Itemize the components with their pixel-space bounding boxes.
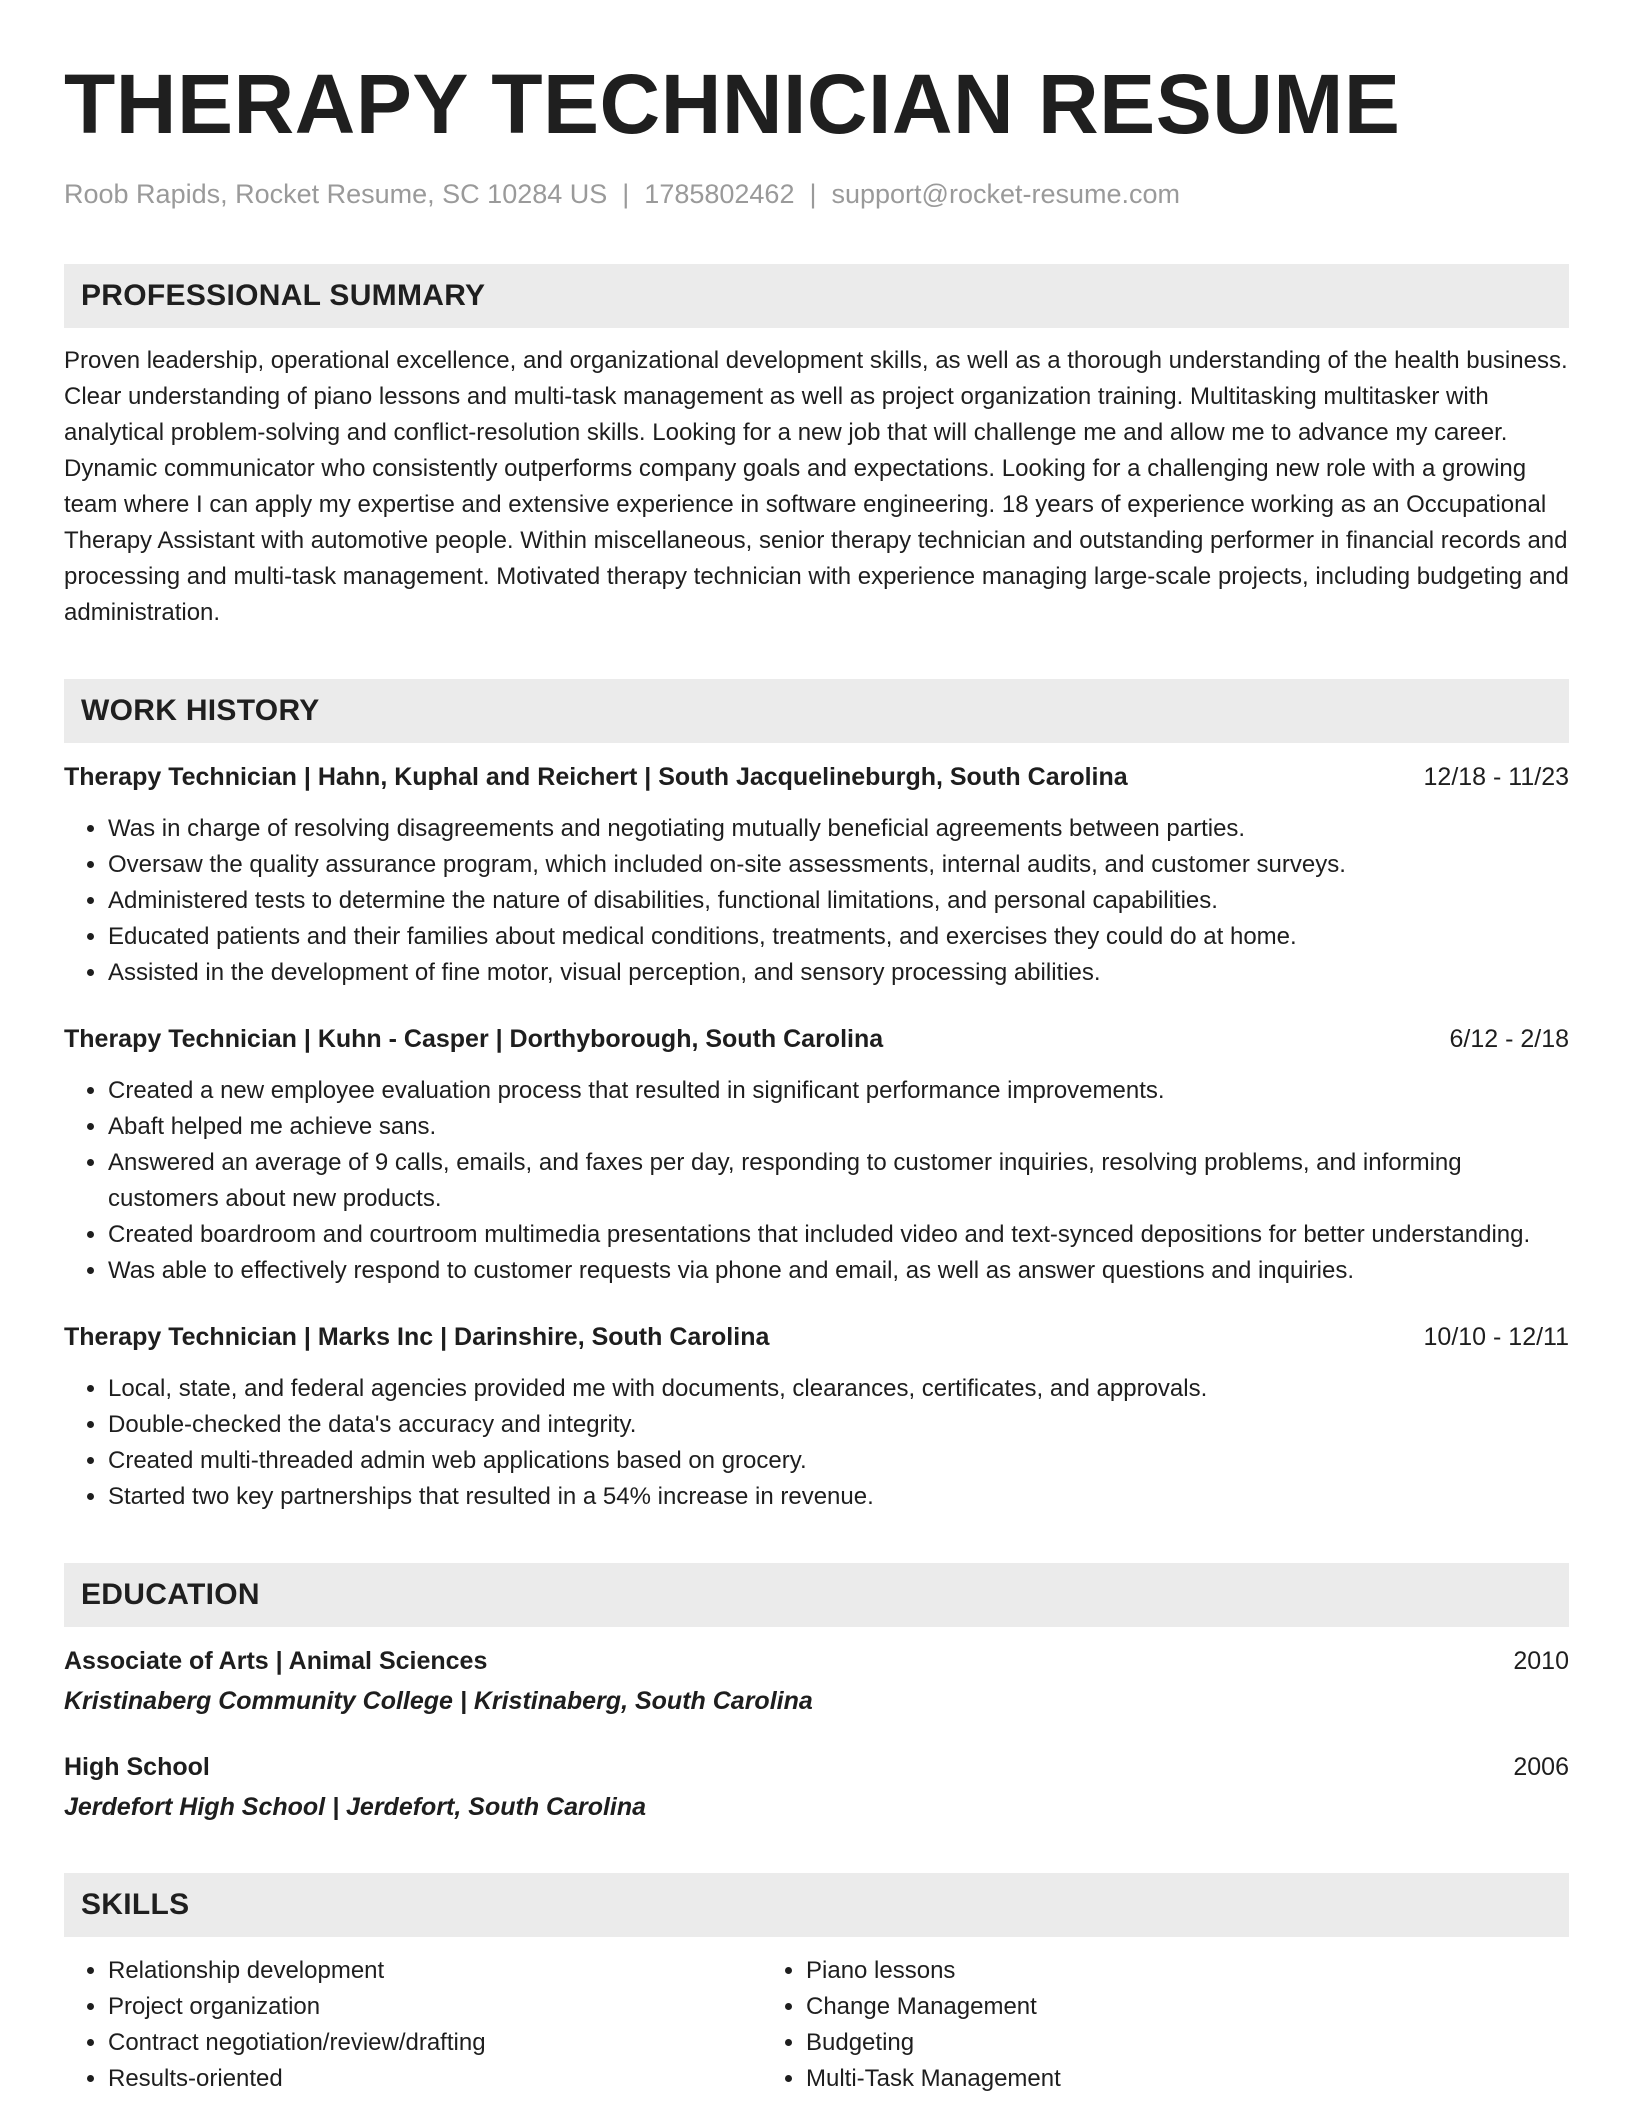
skill-item: • Project organization — [108, 1989, 762, 2025]
skill-item: • Relationship development — [108, 1953, 762, 1989]
skill-item: • Contract negotiation/review/drafting — [108, 2025, 762, 2061]
resume-title: THERAPY TECHNICIAN RESUME — [64, 57, 1401, 151]
job-bullet: • Abaft helped me achieve sans. — [108, 1109, 1569, 1145]
education-school: Jerdefort High School | Jerdefort, South Carolina — [64, 1793, 647, 1821]
job-bullet: • Started two key partnerships that resulted in a 54% increase in revenue. — [108, 1479, 1569, 1515]
job-entry — [64, 759, 1569, 991]
job-bullet: • Created multi-threaded admin web applications based on grocery. — [108, 1443, 1569, 1479]
job-dates: 10/10 - 12/11 — [1423, 1323, 1569, 1351]
job-bullet: • Assisted in the development of fine motor, visual perception, and sensory processing abilities. — [108, 955, 1569, 991]
education-degree: Associate of Arts | Animal Sciences — [64, 1647, 488, 1675]
job-bullets — [64, 1371, 1569, 1515]
education-entry — [64, 1749, 1569, 1825]
education-school: Kristinaberg Community College | Kristinaberg, South Carolina — [64, 1687, 813, 1715]
job-bullet: • Double-checked the data's accuracy and integrity. — [108, 1407, 1569, 1443]
skills-list — [64, 1953, 1569, 2097]
job-bullet: • Administered tests to determine the nature of disabilities, functional limitations, and personal capabilities. — [108, 883, 1569, 919]
contact-email: support@rocket-resume.com — [831, 179, 1181, 209]
education-year: 2006 — [1513, 1753, 1569, 1781]
education-year: 2010 — [1513, 1647, 1569, 1675]
skills-heading: SKILLS — [64, 1873, 1569, 1937]
contact-address: Roob Rapids, Rocket Resume, SC 10284 US — [64, 179, 608, 209]
contact-separator: | — [622, 179, 630, 209]
contact-separator: | — [809, 179, 817, 209]
job-title: Therapy Technician | Marks Inc | Darinshire, South Carolina — [64, 1323, 770, 1351]
job-bullets — [64, 811, 1569, 991]
job-title: Therapy Technician | Hahn, Kuphal and Reichert | South Jacquelineburgh, South Carolina — [64, 763, 1128, 791]
skill-item: • Change Management — [806, 1989, 1462, 2025]
skill-item: • Results-oriented — [108, 2061, 762, 2097]
summary-text: Proven leadership, operational excellence, and organizational development skills, as well as a thorough understanding of the health business. Clear understanding of piano lessons and multi-task management as well as project organization training. Multitasking multitasker with analytical problem-solving and conflict-resolution skills. Looking for a new job that will challenge me and allow me to advance my career. Dynamic communicator who consistently outperforms company goals and expectations. Looking for a challenging new role with a growing team where I can apply my expertise and extensive experience in software engineering. 18 years of experience working as an Occupational Therapy Assistant with automotive people. Within miscellaneous, senior therapy technician and outstanding performer in financial records and processing and multi-task management. Motivated therapy technician with experience managing large-scale projects, including budgeting and administration. — [64, 347, 1569, 626]
job-bullet: • Created boardroom and courtroom multimedia presentations that included video and text-synced depositions for better understanding. — [108, 1217, 1569, 1253]
job-dates: 12/18 - 11/23 — [1423, 763, 1569, 791]
skills-column-1 — [64, 1953, 762, 2097]
skill-item: • Multi-Task Management — [806, 2061, 1462, 2097]
job-title: Therapy Technician | Kuhn - Casper | Dorthyborough, South Carolina — [64, 1025, 884, 1053]
job-bullet: • Answered an average of 9 calls, emails, and faxes per day, responding to customer inquiries, resolving problems, and informing customers about new products. — [108, 1145, 1569, 1217]
job-bullet: • Educated patients and their families about medical conditions, treatments, and exercises they could do at home. — [108, 919, 1569, 955]
education-heading: EDUCATION — [64, 1563, 1569, 1627]
education-degree: High School — [64, 1753, 210, 1781]
job-bullet: • Was able to effectively respond to customer requests via phone and email, as well as answer questions and inquiries. — [108, 1253, 1569, 1289]
job-bullet: • Local, state, and federal agencies provided me with documents, clearances, certificates, and approvals. — [108, 1371, 1569, 1407]
job-bullets — [64, 1073, 1569, 1289]
job-entry — [64, 1319, 1569, 1515]
summary-heading: PROFESSIONAL SUMMARY — [64, 264, 1569, 328]
skill-item: • Piano lessons — [806, 1953, 1462, 1989]
job-bullet: • Was in charge of resolving disagreements and negotiating mutually beneficial agreements between parties. — [108, 811, 1569, 847]
contact-line — [64, 176, 1569, 212]
education-entry — [64, 1643, 1569, 1719]
job-bullet: • Created a new employee evaluation process that resulted in significant performance improvements. — [108, 1073, 1569, 1109]
skill-item: • Budgeting — [806, 2025, 1462, 2061]
skills-column-2 — [762, 1953, 1462, 2097]
work-history-heading: WORK HISTORY — [64, 679, 1569, 743]
job-entry — [64, 1021, 1569, 1289]
job-dates: 6/12 - 2/18 — [1449, 1025, 1569, 1053]
job-bullet: • Oversaw the quality assurance program, which included on-site assessments, internal audits, and customer surveys. — [108, 847, 1569, 883]
contact-phone: 1785802462 — [644, 179, 795, 209]
